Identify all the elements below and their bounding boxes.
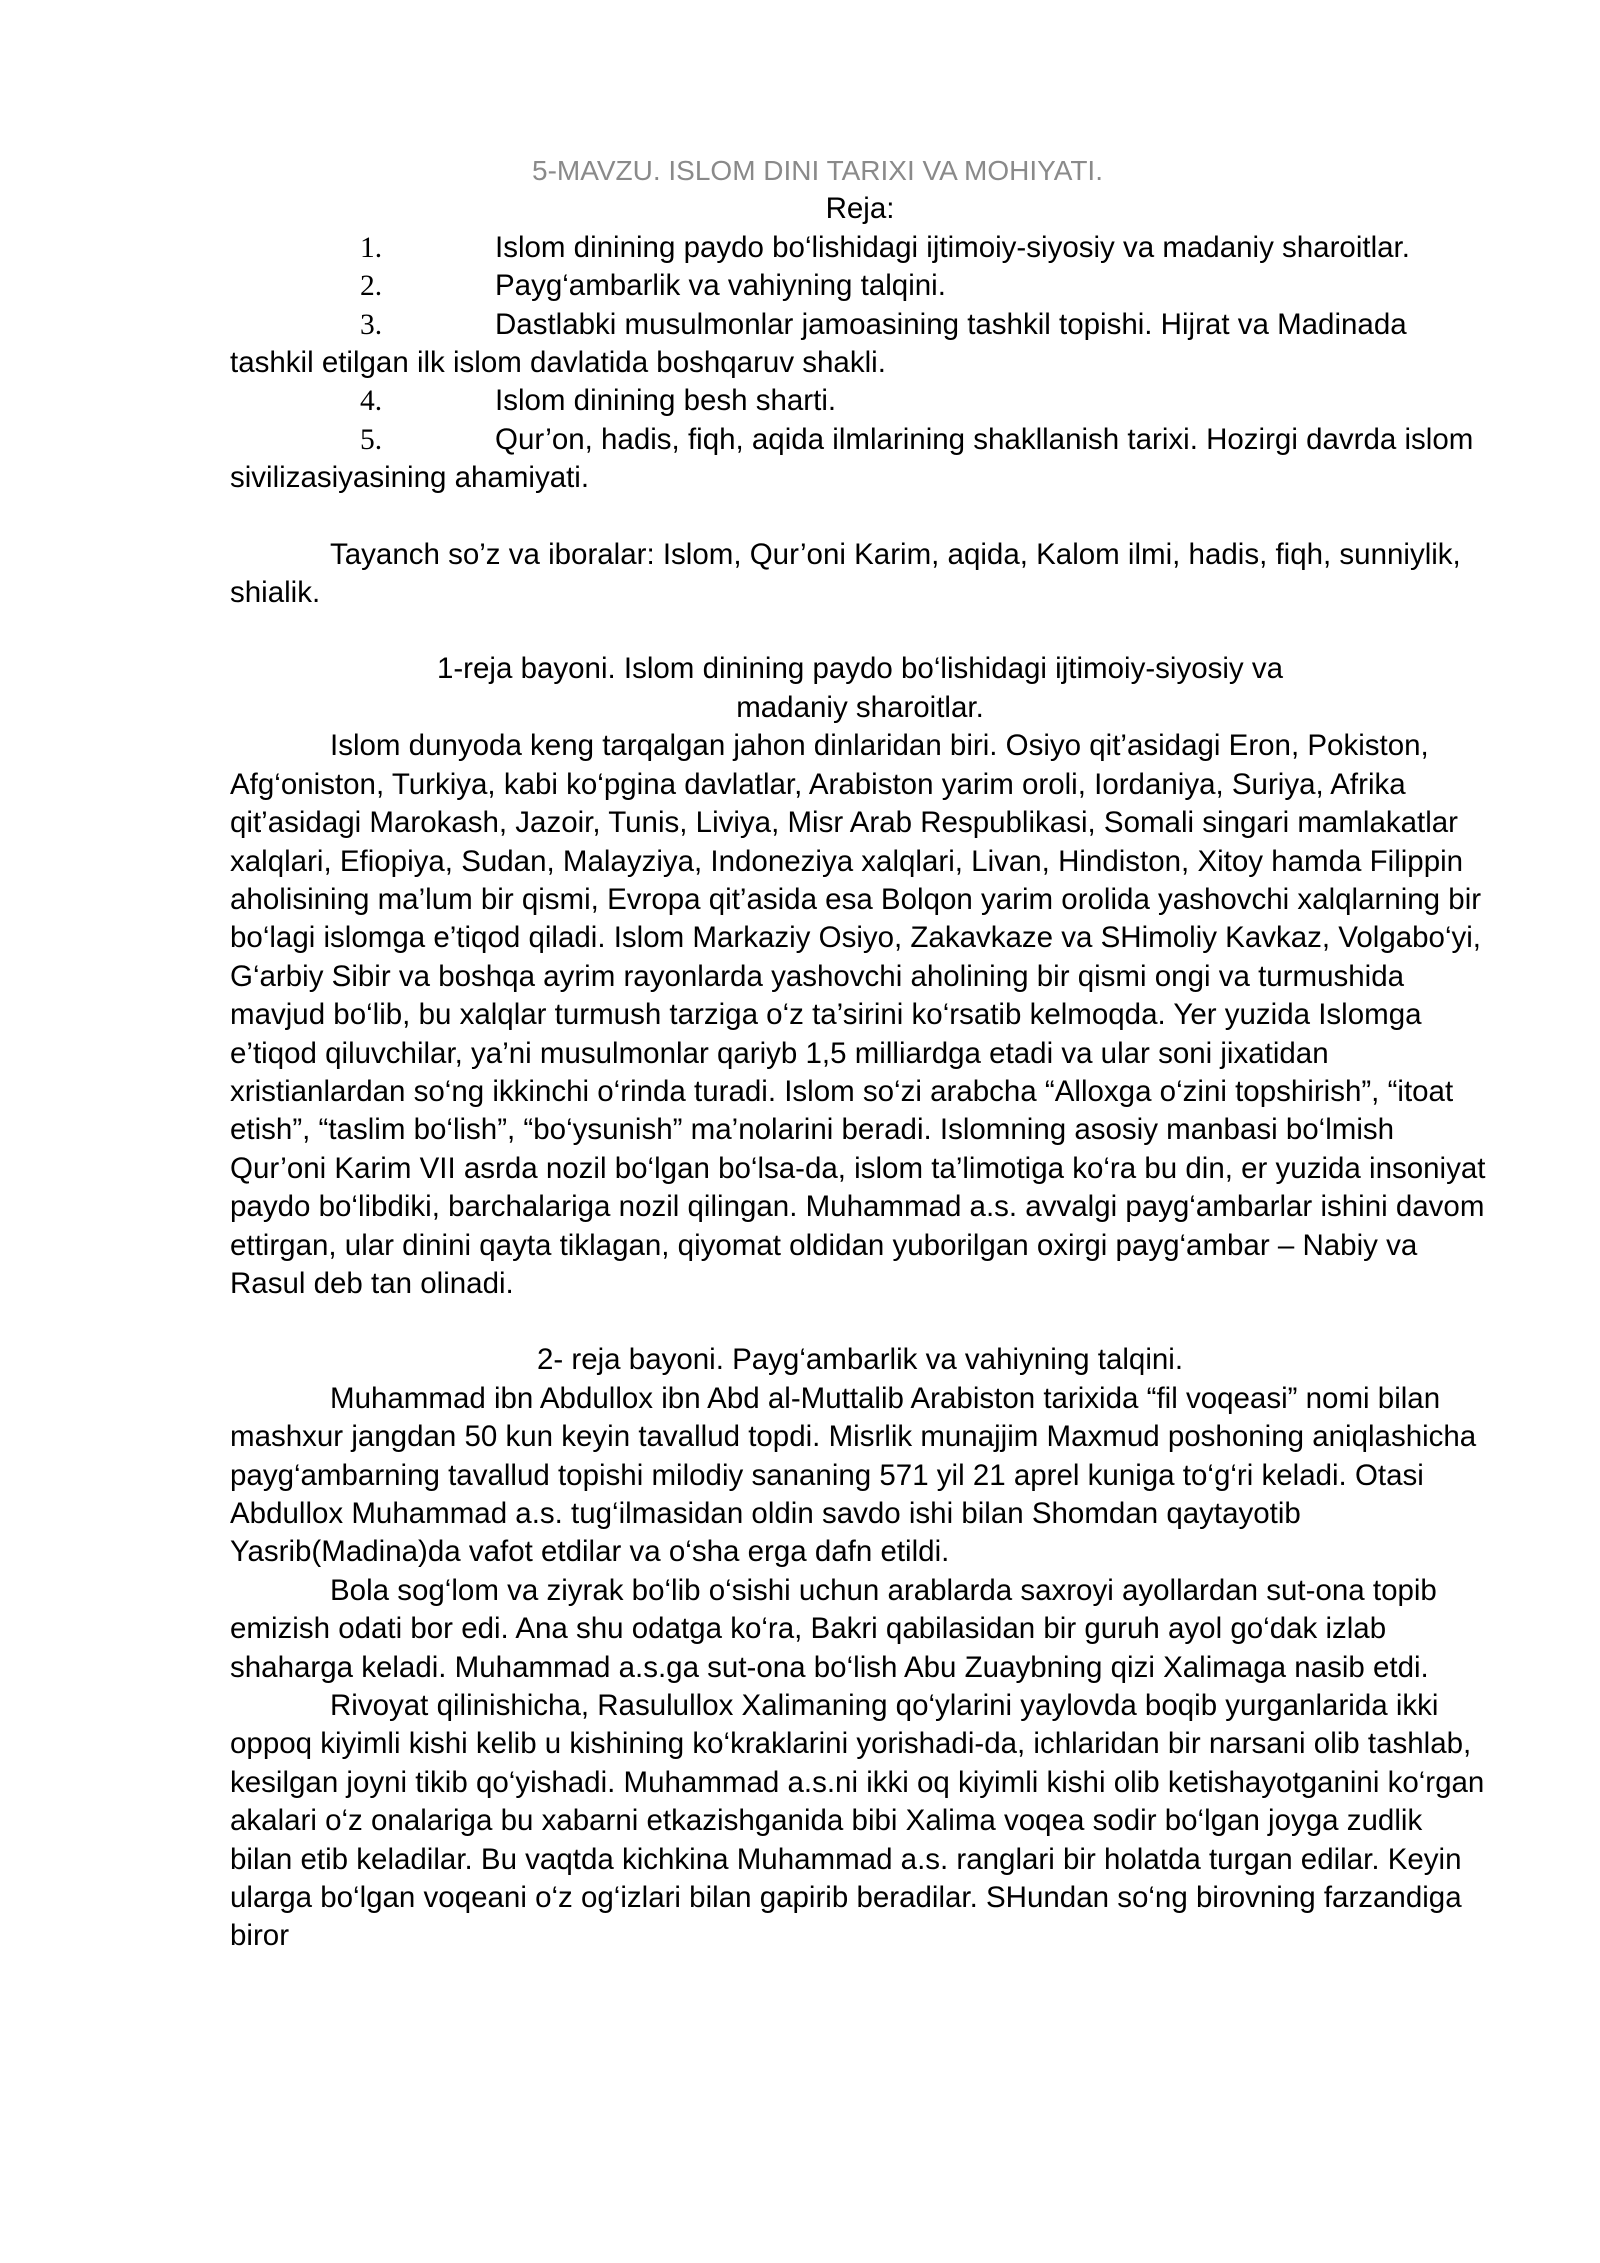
plan-item-text: Islom dinining besh sharti. xyxy=(495,384,837,418)
spacer xyxy=(230,498,1490,536)
plan-item-text: Payg‘ambarlik va vahiyning talqini. xyxy=(495,269,946,303)
section1-heading xyxy=(230,650,1490,727)
section2-heading: 2- reja bayoni. Payg‘ambarlik va vahiyning talqini. xyxy=(536,1343,1184,1377)
keywords-paragraph: Tayanch so’z va iboralar: Islom, Qur’oni Karim, aqida, Kalom ilmi, hadis, fiqh, sunniylik, shialik. xyxy=(230,537,1461,610)
plan-item xyxy=(230,306,1490,383)
document-page xyxy=(230,152,1490,1956)
plan-item xyxy=(230,267,1490,305)
section2-paragraph: Muhammad ibn Abdullox ibn Abd al-Muttalib Arabiston tarixida “fil voqeasi” nomi bilan mashxur jangdan 50 kun keyin tavallud topdi. Misrlik munajjim Maxmud poshoning aniqlashicha payg‘ambarning tavallud topishi milodiy sananing 571 yil 21 aprel kuniga to‘g‘ri keladi. Otasi Abdullox Muhammad a.s. tug‘ilmasidan oldin savdo ishi bilan Shomdan qaytayotib Yasrib(Madina)da vafot etdilar va o‘sha erga dafn etildi. xyxy=(230,1381,1477,1569)
plan-item-text: Qur’on, hadis, fiqh, aqida ilmlarining shakllanish tarixi. Hozirgi davrda islom sivilizasiyasining ahamiyati. xyxy=(230,422,1474,495)
plan-item-number: 1. xyxy=(360,231,383,264)
section1-paragraph: Islom dunyoda keng tarqalgan jahon dinlaridan biri. Osiyo qit’asidagi Eron, Pokiston, Afg‘oniston, Turkiya, kabi ko‘pgina davlatlar, Arabiston yarim oroli, Iordaniya, Suriya, Afrika qit’asidagi Marokash, Jazoir, Tunis, Liviya, Misr Arab Respublikasi, Somali singari mamlakatlar xalqlari, Efiopiya, Sudan, Malayziya, Indoneziya xalqlari, Livan, Hindiston, Xitoy hamda Filippin aholisining ma’lum bir qismi, Evropa qit’asida esa Bolqon yarim orolida yashovchi xalqlarning bir bo‘lagi islomga e’tiqod qiladi. Islom Markaziy Osiyo, Zakavkaze va SHimoliy Kavkaz, Volgabo‘yi, G‘arbiy Sibir va boshqa ayrim rayonlarda yashovchi aholining bir qismi ongi va turmushida mavjud bo‘lib, bu xalqlar turmush tarziga o‘z ta’sirini ko‘rsatib kelmoqda. Yer yuzida Islomga e’tiqod qiluvchilar, ya’ni musulmonlar qariyb 1,5 milliardga etadi va ular soni jixatidan xristianlardan so‘ng ikkinchi o‘rinda turadi. Islom so‘zi arabcha “Alloxga o‘zini topshirish”, “itoat etish”, “taslim bo‘lish”, “bo‘ysunish” ma’nolarini beradi. Islomning asosiy manbasi bo‘lmish Qur’oni Karim VII asrda nozil bo‘lgan bo‘lsa-da, islom ta’limotiga ko‘ra bu din, er yuzida insoniyat paydo bo‘libdiki, barchalariga nozil qilingan. Muhammad a.s. avvalgi payg‘ambarlar ishini davom ettirgan, ular dinini qayta tiklagan, qiyomat oldidan yuborilgan oxirgi payg‘ambar – Nabiy va Rasul deb tan olinadi. xyxy=(230,729,1486,1300)
plan-item-number: 2. xyxy=(360,270,383,303)
spacer xyxy=(230,612,1490,650)
plan-item-number: 5. xyxy=(360,423,383,456)
plan-item-text: Dastlabki musulmonlar jamoasining tashkil topishi. Hijrat va Madinada tashkil etilgan ilk islom davlatida boshqaruv shakli. xyxy=(230,307,1407,380)
plan-item-number: 3. xyxy=(360,308,383,341)
plan-item xyxy=(230,421,1490,498)
section1-heading-line1: 1-reja bayoni. Islom dinining paydo bo‘lishidagi ijtimoiy-siyosiy va xyxy=(436,652,1284,686)
plan-heading: Reja: xyxy=(825,192,895,226)
section2-paragraph: Bola sog‘lom va ziyrak bo‘lib o‘sishi uchun arablarda saxroyi ayollardan sut-ona topib emizish odati bor edi. Ana shu odatga ko‘ra, Bakri qabilasidan bir guruh ayol go‘dak izlab shaharga keladi. Muhammad a.s.ga sut-ona bo‘lish Abu Zuaybning qizi Xalimaga nasib etdi. xyxy=(230,1573,1437,1684)
plan-item xyxy=(230,382,1490,420)
plan-item-number: 4. xyxy=(360,385,383,418)
spacer xyxy=(230,1303,1490,1341)
section1-heading-line2: madaniy sharoitlar. xyxy=(736,690,984,724)
plan-list xyxy=(230,229,1490,498)
plan-item xyxy=(230,229,1490,267)
section2-paragraph: Rivoyat qilinishicha, Rasulullox Xalimaning qo‘ylarini yaylovda boqib yurganlarida ikki oppoq kiyimli kishi kelib u kishining ko‘kraklarini yorishadi-da, ichlaridan bir narsani olib tashlab, kesilgan joyni tikib qo‘yishadi. Muhammad a.s.ni ikki oq kiyimli kishi olib ketishayotganini ko‘rgan akalari o‘z onalariga bu xabarni etkazishganida bibi Xalima voqea sodir bo‘lgan joyga zudlik bilan etib keladilar. Bu vaqtda kichkina Muhammad a.s. ranglari bir holatda turgan edilar. Keyin ularga bo‘lgan voqeani o‘z og‘izlari bilan gapirib beradilar. SHundan so‘ng birovning farzandiga biror xyxy=(230,1689,1485,1953)
plan-item-text: Islom dinining paydo bo‘lishidagi ijtimoiy-siyosiy va madaniy sharoitlar. xyxy=(495,230,1410,264)
document-title: 5-MAVZU. ISLOM DINI TARIXI VA MOHIYATI. xyxy=(532,155,1103,186)
